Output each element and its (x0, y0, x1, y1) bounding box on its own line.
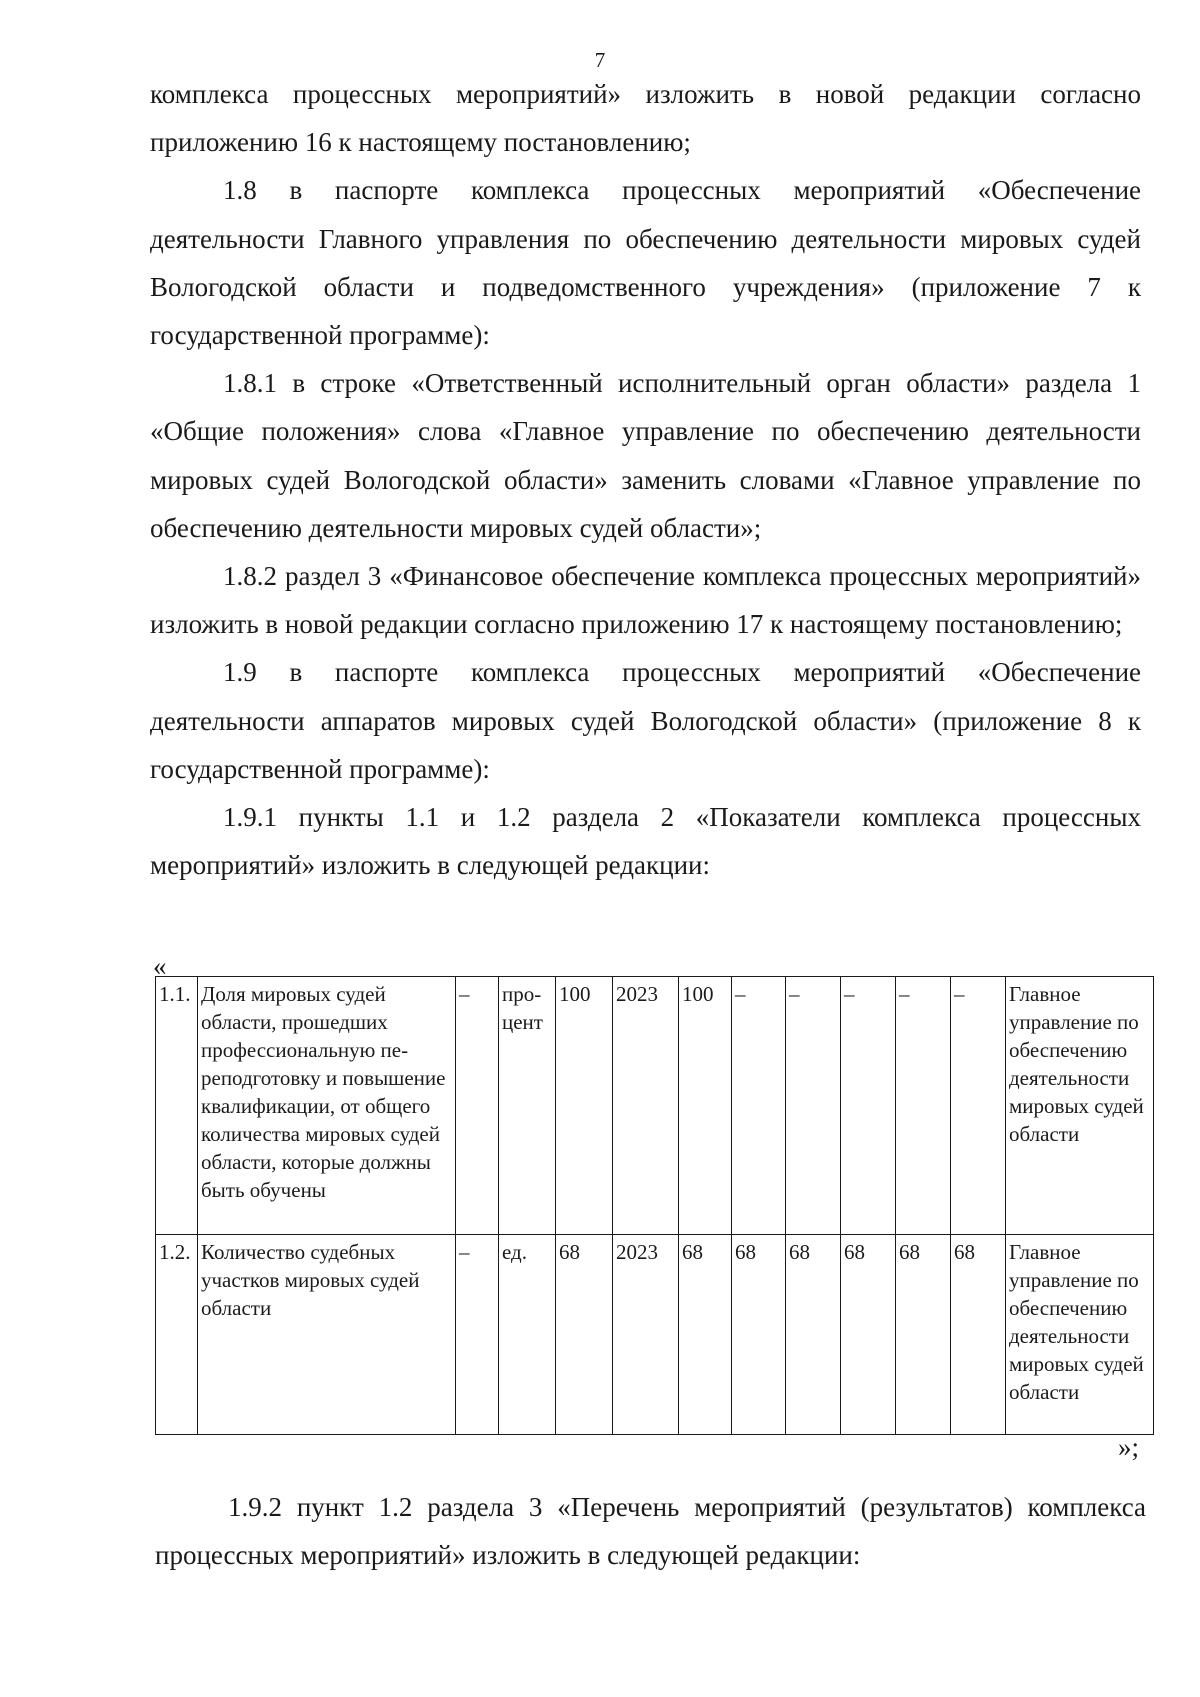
document-body (150, 70, 1141, 889)
cell-dash: – (456, 977, 499, 1235)
paragraph-continuation: комплекса процессных мероприятий» изложить в новой редакции согласно приложению 16 к настоящему постановлению; (150, 79, 1141, 158)
value-cell: – (896, 977, 951, 1235)
table-row (156, 977, 1154, 1235)
paragraph-1-8: 1.8 в паспорте комплекса процессных мероприятий «Обеспечение деятельности Главного управления по обеспечению деятельности мировых судей Вологодской области и подведомственного учреждения» (приложение 7 к государственной программе): (150, 175, 1141, 351)
document-body-lower (155, 1483, 1146, 1579)
unit-cell: про- цент (499, 977, 556, 1235)
paragraph-1-8-2: 1.8.2 раздел 3 «Финансовое обеспечение комплекса процессных мероприятий» изложить в новой редакции согласно приложению 17 к настоящему постановлению; (150, 561, 1141, 640)
responsible-cell: Главное управление по обеспечению деятельности мировых судей области (1006, 977, 1154, 1235)
value-cell: – (841, 977, 896, 1235)
value-cell: – (951, 977, 1006, 1235)
indicators-table (155, 976, 1154, 1435)
quote-close-mark: »; (1118, 1432, 1140, 1462)
value-cell: 68 (732, 1235, 786, 1435)
base-value-cell: 68 (556, 1235, 613, 1435)
row-number: 1.2. (156, 1235, 198, 1435)
base-year-cell: 2023 (613, 1235, 679, 1435)
value-cell: 68 (679, 1235, 732, 1435)
value-cell: – (732, 977, 786, 1235)
indicator-name: Доля мировых судей области, прошедших профессиональную переподготовку и повышение квалификации, от общего количества мировых судей области, которые должны быть обучены (198, 977, 456, 1235)
responsible-cell: Главное управление по обеспечению деятельности мировых судей области (1006, 1235, 1154, 1435)
quote-open-mark: « (153, 951, 167, 981)
row-number: 1.1. (156, 977, 198, 1235)
paragraph-1-9-2: 1.9.2 пункт 1.2 раздела 3 «Перечень мероприятий (результатов) комплекса процессных мероприятий» изложить в следующей редакции: (155, 1492, 1146, 1571)
value-cell: 68 (841, 1235, 896, 1435)
value-cell: 68 (786, 1235, 841, 1435)
value-cell: – (786, 977, 841, 1235)
unit-cell: ед. (499, 1235, 556, 1435)
paragraph-1-8-1: 1.8.1 в строке «Ответственный исполнительный орган области» раздела 1 «Общие положения» слова «Главное управление по обеспечению деятельности мировых судей Вологодской области» заменить словами «Главное управление по обеспечению деятельности мировых судей области»; (150, 368, 1141, 543)
base-value-cell: 100 (556, 977, 613, 1235)
value-cell: 68 (896, 1235, 951, 1435)
indicator-name: Количество судебных участков мировых судей области (198, 1235, 456, 1435)
value-cell: 68 (951, 1235, 1006, 1435)
page-number: 7 (594, 48, 606, 72)
base-year-cell: 2023 (613, 977, 679, 1235)
cell-dash: – (456, 1235, 499, 1435)
value-cell: 100 (679, 977, 732, 1235)
paragraph-1-9-1: 1.9.1 пункты 1.1 и 1.2 раздела 2 «Показатели комплекса процессных мероприятий» изложить в следующей редакции: (150, 802, 1141, 881)
table-row (156, 1235, 1154, 1435)
paragraph-1-9: 1.9 в паспорте комплекса процессных мероприятий «Обеспечение деятельности аппаратов мировых судей Вологодской области» (приложение 8 к государственной программе): (150, 657, 1141, 784)
